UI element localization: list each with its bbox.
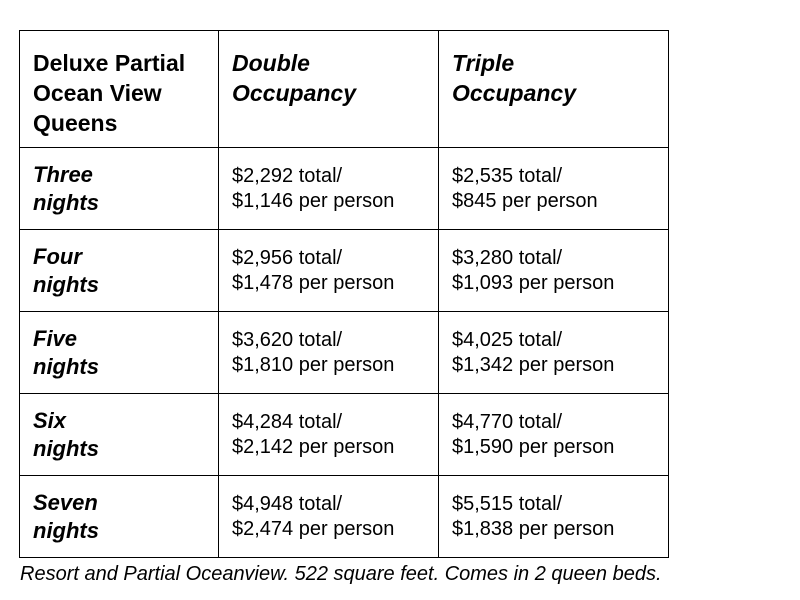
nights-line: Three — [33, 161, 93, 187]
nights-line: nights — [33, 353, 99, 379]
nights-line: nights — [33, 517, 99, 543]
nights-line: nights — [33, 271, 99, 297]
double-price-cell — [219, 148, 439, 230]
nights-cell — [20, 230, 219, 312]
nights-line: nights — [33, 189, 99, 215]
total-price: $2,956 total/ — [232, 246, 343, 269]
room-type-line: Deluxe Partial — [33, 50, 186, 76]
total-price: $3,280 total/ — [452, 246, 563, 269]
double-occupancy-header — [219, 31, 439, 148]
triple-occupancy-header — [439, 31, 669, 148]
per-person-price: $1,342 per person — [452, 353, 615, 376]
nights-line: nights — [33, 435, 99, 461]
triple-price-cell — [439, 230, 669, 312]
per-person-price: $845 per person — [452, 189, 598, 212]
total-price: $5,515 total/ — [452, 492, 563, 515]
double-header-line: Occupancy — [232, 80, 356, 106]
double-price-cell — [219, 476, 439, 558]
total-price: $4,770 total/ — [452, 410, 563, 433]
per-person-price: $1,810 per person — [232, 353, 395, 376]
nights-cell — [20, 148, 219, 230]
total-price: $3,620 total/ — [232, 328, 343, 351]
nights-cell — [20, 476, 219, 558]
room-type-line: Ocean View — [33, 80, 162, 106]
double-header-line: Double — [232, 50, 310, 76]
table-header-row — [20, 31, 669, 148]
nights-line: Six — [33, 407, 67, 433]
total-price: $4,948 total/ — [232, 492, 343, 515]
triple-price-cell — [439, 312, 669, 394]
triple-header-line: Occupancy — [452, 80, 576, 106]
total-price: $4,284 total/ — [232, 410, 343, 433]
nights-cell — [20, 312, 219, 394]
table-row — [20, 312, 669, 394]
total-price: $2,292 total/ — [232, 164, 343, 187]
double-price-cell — [219, 394, 439, 476]
rate-table — [19, 30, 669, 558]
per-person-price: $1,093 per person — [452, 271, 615, 294]
nights-line: Five — [33, 325, 78, 351]
room-type-line: Queens — [33, 110, 118, 136]
per-person-price: $1,146 per person — [232, 189, 395, 212]
table-row — [20, 230, 669, 312]
room-type-header — [20, 31, 219, 148]
total-price: $2,535 total/ — [452, 164, 563, 187]
nights-cell — [20, 394, 219, 476]
per-person-price: $1,478 per person — [232, 271, 395, 294]
triple-header-line: Triple — [452, 50, 515, 76]
per-person-price: $2,474 per person — [232, 517, 395, 540]
table-row — [20, 148, 669, 230]
nights-line: Four — [33, 243, 82, 269]
per-person-price: $1,590 per person — [452, 435, 615, 458]
room-caption: Resort and Partial Oceanview. 522 square feet. Comes in 2 queen beds. — [20, 563, 662, 585]
triple-price-cell — [439, 476, 669, 558]
triple-price-cell — [439, 394, 669, 476]
table-row — [20, 476, 669, 558]
nights-line: Seven — [33, 489, 98, 515]
double-price-cell — [219, 230, 439, 312]
per-person-price: $2,142 per person — [232, 435, 395, 458]
table-row — [20, 394, 669, 476]
per-person-price: $1,838 per person — [452, 517, 615, 540]
triple-price-cell — [439, 148, 669, 230]
total-price: $4,025 total/ — [452, 328, 563, 351]
double-price-cell — [219, 312, 439, 394]
